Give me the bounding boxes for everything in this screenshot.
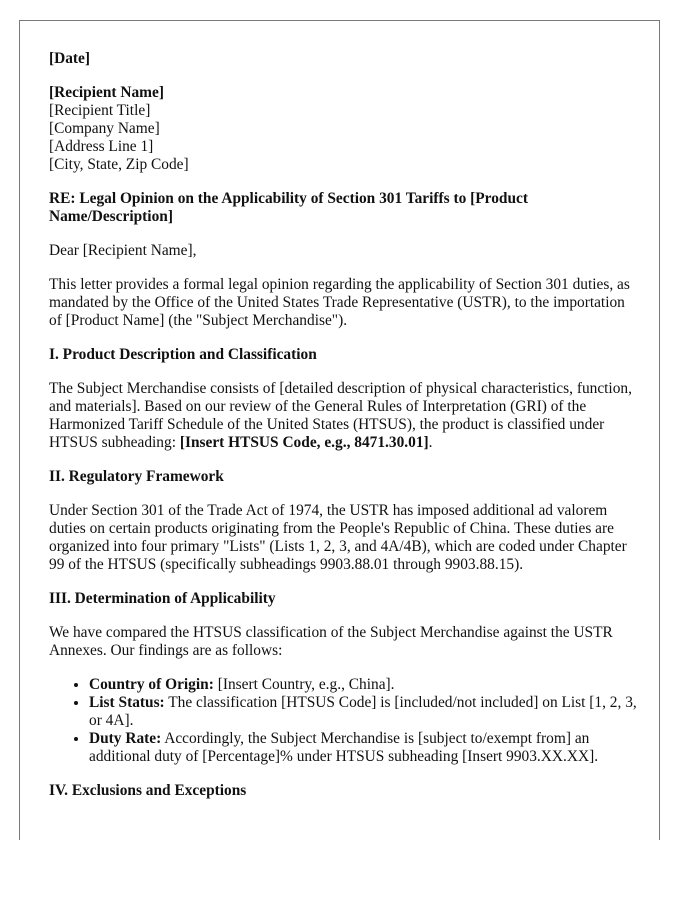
address-line: [Address Line 1] (49, 138, 154, 155)
section-1-paragraph (49, 380, 639, 452)
finding-label: Country of Origin: (89, 676, 214, 693)
section-2-heading: II. Regulatory Framework (49, 468, 224, 485)
finding-label: List Status: (89, 694, 165, 711)
findings-list (49, 676, 639, 766)
finding-text: Accordingly, the Subject Merchandise is [subject to/exempt from] an additional duty of [Percentage]% under HTSUS subheading [Insert 9903.XX.XX]. (89, 730, 599, 765)
recipient-name: [Recipient Name] (49, 84, 164, 101)
letter-content (49, 50, 639, 816)
subject-line: RE: Legal Opinion on the Applicability of Section 301 Tariffs to [Product Name/Description] (49, 190, 529, 225)
company-name: [Company Name] (49, 120, 160, 137)
section-1-end: . (428, 434, 433, 451)
section-2-paragraph: Under Section 301 of the Trade Act of 1974, the USTR has imposed additional ad valorem duties on certain products originating from the People's Republic of China. These duties are organized into four primary "Lists" (Lists 1, 2, 3, and 4A/4B), which are coded under Chapter 99 of the HTSUS (specifically subheadings 9903.88.01 through 9903.88.15). (49, 502, 627, 573)
intro-paragraph: This letter provides a formal legal opinion regarding the applicability of Section 301 duties, as mandated by the Office of the United States Trade Representative (USTR), to the importation of [Product Name] (the "Subject Merchandise"). (49, 276, 630, 329)
letter-page (19, 20, 660, 840)
list-item (89, 694, 639, 730)
date-block (49, 50, 639, 68)
section-3-paragraph: We have compared the HTSUS classification of the Subject Merchandise against the USTR Annexes. Our findings are as follows: (49, 624, 613, 659)
recipient-block (49, 84, 639, 174)
date: [Date] (49, 50, 91, 67)
finding-text: [Insert Country, e.g., China]. (213, 676, 395, 693)
finding-text: The classification [HTSUS Code] is [included/not included] on List [1, 2, 3, or 4A]. (89, 694, 637, 729)
htsus-code: [Insert HTSUS Code, e.g., 8471.30.01] (179, 434, 429, 451)
section-4-heading: IV. Exclusions and Exceptions (49, 782, 247, 799)
section-3-heading: III. Determination of Applicability (49, 590, 276, 607)
city-state-zip: [City, State, Zip Code] (49, 156, 189, 173)
finding-label: Duty Rate: (89, 730, 162, 747)
list-item (89, 676, 639, 694)
section-1-heading: I. Product Description and Classification (49, 346, 317, 363)
recipient-title: [Recipient Title] (49, 102, 151, 119)
salutation: Dear [Recipient Name], (49, 242, 197, 259)
list-item (89, 730, 639, 766)
section-1-text: The Subject Merchandise consists of [detailed description of physical characteristics, function, and materials]. Based on our review of the General Rules of Interpretation (GRI) of the Harmonized Tariff Schedule of the United States (HTSUS), the product is classified under HTSUS subheading: (49, 380, 632, 451)
